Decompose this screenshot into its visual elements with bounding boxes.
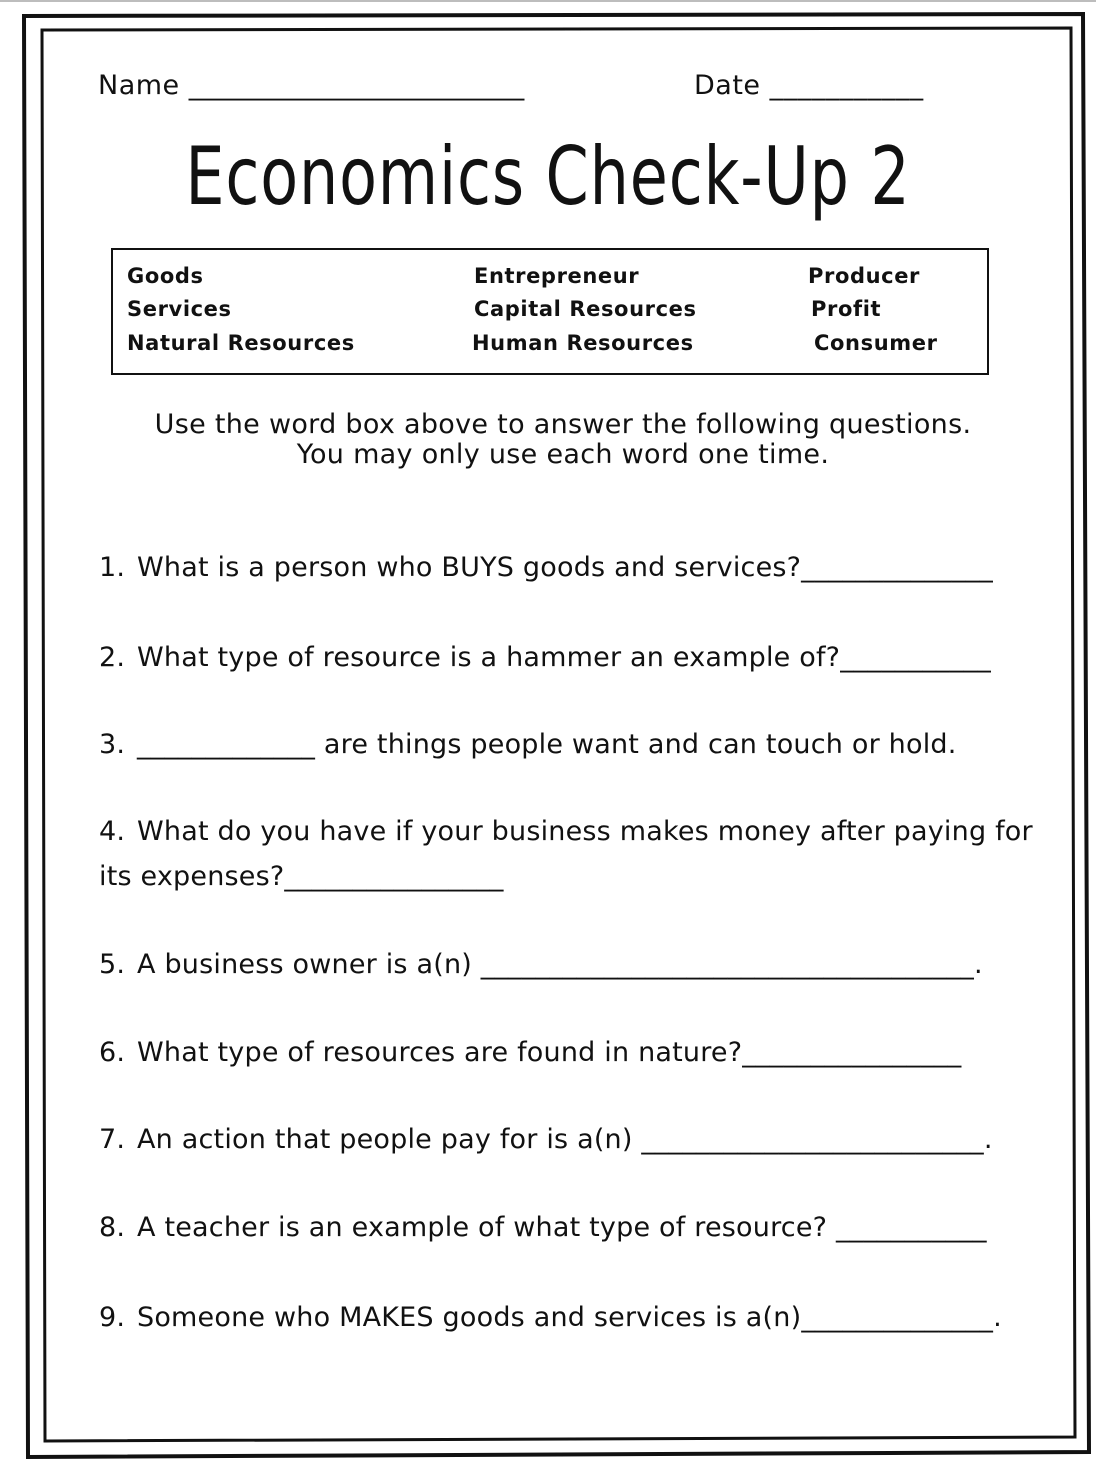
question-number: 5. xyxy=(99,949,126,980)
question-text[interactable]: What is a person who BUYS goods and services?______________ xyxy=(137,552,993,583)
question-6[interactable] xyxy=(99,1037,961,1068)
word-capital-resources: Capital Resources xyxy=(474,297,697,321)
name-label: Name xyxy=(98,70,180,101)
word-consumer: Consumer xyxy=(814,331,938,355)
question-number: 9. xyxy=(99,1302,126,1333)
question-number: 3. xyxy=(99,729,126,760)
question-2[interactable] xyxy=(99,642,991,673)
question-5[interactable] xyxy=(99,949,983,980)
word-goods: Goods xyxy=(127,264,204,288)
question-text[interactable]: What type of resource is a hammer an example of?___________ xyxy=(137,642,991,673)
question-1[interactable] xyxy=(99,552,993,583)
instructions-line-2: You may only use each word one time. xyxy=(296,439,830,470)
question-3[interactable] xyxy=(99,729,957,760)
question-text[interactable]: An action that people pay for is a(n) _________________________. xyxy=(137,1124,993,1155)
question-text[interactable]: Someone who MAKES goods and services is a(n)______________. xyxy=(137,1302,1002,1333)
question-number: 7. xyxy=(99,1124,126,1155)
word-human-resources: Human Resources xyxy=(472,331,694,355)
question-number: 2. xyxy=(99,642,126,673)
question-4-continued[interactable] xyxy=(99,861,504,892)
question-9[interactable] xyxy=(99,1302,1002,1333)
question-4[interactable] xyxy=(99,816,1033,847)
question-8[interactable] xyxy=(99,1212,987,1243)
date-field[interactable] xyxy=(694,70,924,101)
name-field[interactable] xyxy=(98,70,525,101)
word-box xyxy=(111,248,989,375)
page-title: Economics Check-Up 2 xyxy=(185,130,911,223)
name-blank[interactable]: ________________________ xyxy=(188,70,525,101)
word-producer: Producer xyxy=(808,264,921,288)
question-number: 6. xyxy=(99,1037,126,1068)
date-label: Date xyxy=(694,70,761,101)
word-natural-resources: Natural Resources xyxy=(127,331,355,355)
date-blank[interactable]: ___________ xyxy=(769,70,924,101)
question-text[interactable]: A teacher is an example of what type of resource? ___________ xyxy=(137,1212,987,1243)
question-text[interactable]: What do you have if your business makes money after paying for xyxy=(137,816,1033,847)
word-profit: Profit xyxy=(811,297,882,321)
question-text[interactable]: its expenses?________________ xyxy=(99,861,504,892)
question-7[interactable] xyxy=(99,1124,993,1155)
instructions-line-1: Use the word box above to answer the following questions. xyxy=(154,409,972,440)
question-number: 8. xyxy=(99,1212,126,1243)
word-services: Services xyxy=(127,297,232,321)
question-text[interactable]: A business owner is a(n) ____________________________________. xyxy=(137,949,983,980)
question-number: 4. xyxy=(99,816,126,847)
question-number: 1. xyxy=(99,552,126,583)
word-entrepreneur: Entrepreneur xyxy=(474,264,640,288)
question-text[interactable]: _____________ are things people want and can touch or hold. xyxy=(137,729,957,760)
question-text[interactable]: What type of resources are found in nature?________________ xyxy=(137,1037,962,1068)
